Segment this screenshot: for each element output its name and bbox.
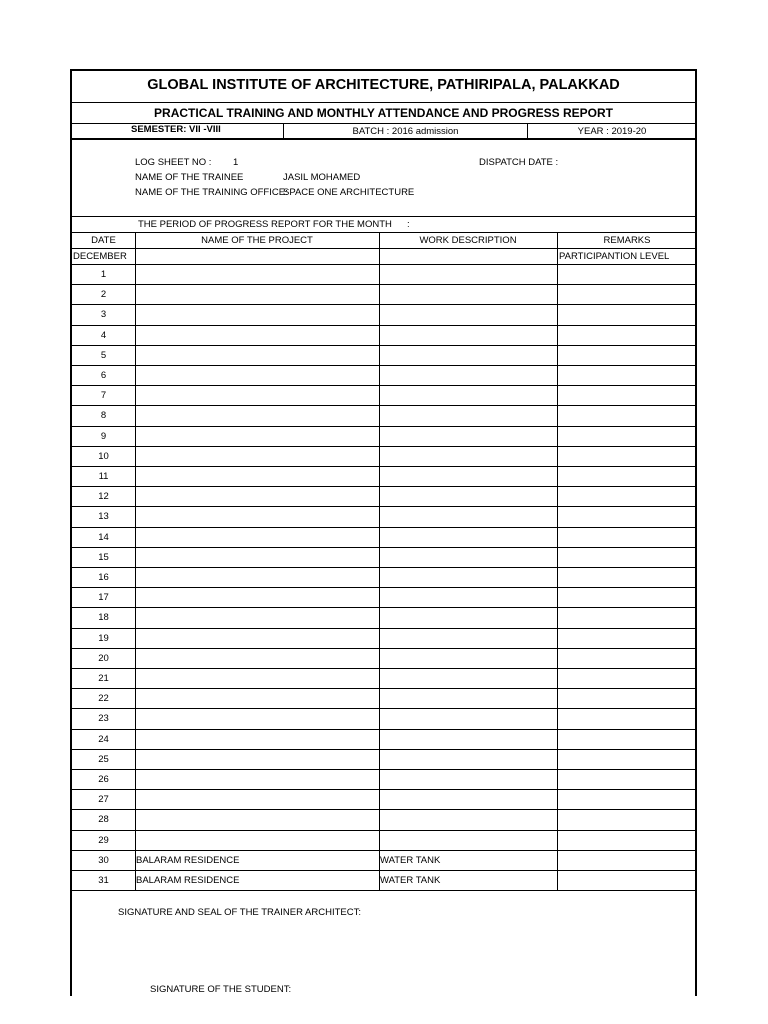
row-date: 23 [98,713,109,725]
row-project: BALARAM RESIDENCE [136,875,240,886]
row-divider [72,486,695,487]
row-date: 25 [98,753,109,765]
row-divider [72,405,695,406]
row-divider [72,688,695,689]
row-date: 9 [100,430,107,442]
row-date: 26 [98,774,109,785]
row-divider [72,628,695,629]
student-signature-label: SIGNATURE OF THE STUDENT: [150,984,292,995]
row-divider [72,850,695,851]
row-date: 8 [100,410,107,422]
month-label: DECEMBER [73,251,127,262]
divider [72,138,695,140]
row-date: 21 [98,673,109,684]
row-divider [72,284,695,285]
row-date: 18 [98,612,109,624]
row-date: 5 [100,349,107,361]
row-divider [72,830,695,831]
report-subtitle: PRACTICAL TRAINING AND MONTHLY ATTENDANCE AND PROGRESS REPORT [154,106,613,120]
row-divider [72,325,695,326]
col-header-project: NAME OF THE PROJECT [201,235,313,246]
row-date: 1 [100,269,107,280]
row-divider [72,446,695,447]
institute-title: GLOBAL INSTITUTE OF ARCHITECTURE, PATHIRIPALA, PALAKKAD [147,77,620,93]
row-divider [72,587,695,588]
row-date: 29 [98,834,109,846]
row-date: 24 [98,733,109,745]
trainee-label: NAME OF THE TRAINEE [135,172,244,183]
divider [72,232,695,233]
divider [72,264,695,265]
col-header-remarks: REMARKS [603,235,651,246]
row-date: 2 [100,289,107,301]
row-divider [72,890,695,891]
trainee-name: JASIL MOHAMED [283,172,361,183]
row-date: 30 [98,854,109,866]
row-divider [72,365,695,366]
row-work-description: WATER TANK [380,875,441,886]
row-date: 6 [100,370,107,381]
row-date: 12 [98,491,109,503]
divider [72,248,695,249]
batch-label: BATCH : 2016 admission [352,126,459,137]
row-divider [72,668,695,669]
row-date: 15 [98,551,109,563]
row-divider [72,527,695,528]
row-divider [72,789,695,790]
row-date: 27 [98,794,109,806]
row-divider [72,426,695,427]
row-divider [72,607,695,608]
col-header-date: DATE [91,235,116,246]
row-divider [72,304,695,305]
row-date: 11 [98,471,109,482]
row-date: 4 [100,329,107,341]
participation-level-label: PARTICIPANTION LEVEL [559,251,670,262]
row-divider [72,547,695,548]
row-date: 7 [100,390,107,402]
row-date: 17 [98,592,109,604]
row-divider [72,506,695,507]
office-name: SPACE ONE ARCHITECTURE [283,187,415,198]
row-divider [72,769,695,770]
row-divider [72,729,695,730]
column-line [557,232,558,890]
office-label: NAME OF THE TRAINING OFFICE: [135,187,288,198]
row-date: 16 [98,572,109,583]
column-line [379,232,380,890]
row-divider [72,466,695,467]
divider [72,216,695,217]
log-sheet-value: 1 [233,157,239,168]
semester-label: SEMESTER: VII -VIII [131,124,221,135]
log-sheet-label: LOG SHEET NO : [135,157,212,168]
report-sheet [70,69,697,996]
row-divider [72,385,695,386]
row-divider [72,708,695,709]
year-label: YEAR : 2019-20 [577,126,647,137]
row-divider [72,567,695,568]
period-label: THE PERIOD OF PROGRESS REPORT FOR THE MONTH [138,219,392,230]
row-date: 3 [100,309,107,321]
row-project: BALARAM RESIDENCE [136,854,240,866]
row-date: 28 [98,814,109,826]
column-line [135,232,136,890]
row-date: 14 [98,531,109,543]
row-divider [72,648,695,649]
period-colon: : [407,219,410,230]
row-date: 31 [98,875,109,886]
row-date: 19 [98,632,109,644]
col-header-work: WORK DESCRIPTION [419,235,517,246]
dispatch-date-label: DISPATCH DATE : [479,157,559,168]
row-divider [72,870,695,871]
row-date: 20 [98,652,109,664]
row-divider [72,345,695,346]
row-divider [72,809,695,810]
row-date: 10 [98,450,109,462]
row-date: 13 [98,511,109,523]
divider [72,102,695,103]
row-divider [72,749,695,750]
trainer-signature-label: SIGNATURE AND SEAL OF THE TRAINER ARCHITECT: [118,907,361,918]
row-date: 22 [98,693,109,705]
row-work-description: WATER TANK [380,854,441,866]
